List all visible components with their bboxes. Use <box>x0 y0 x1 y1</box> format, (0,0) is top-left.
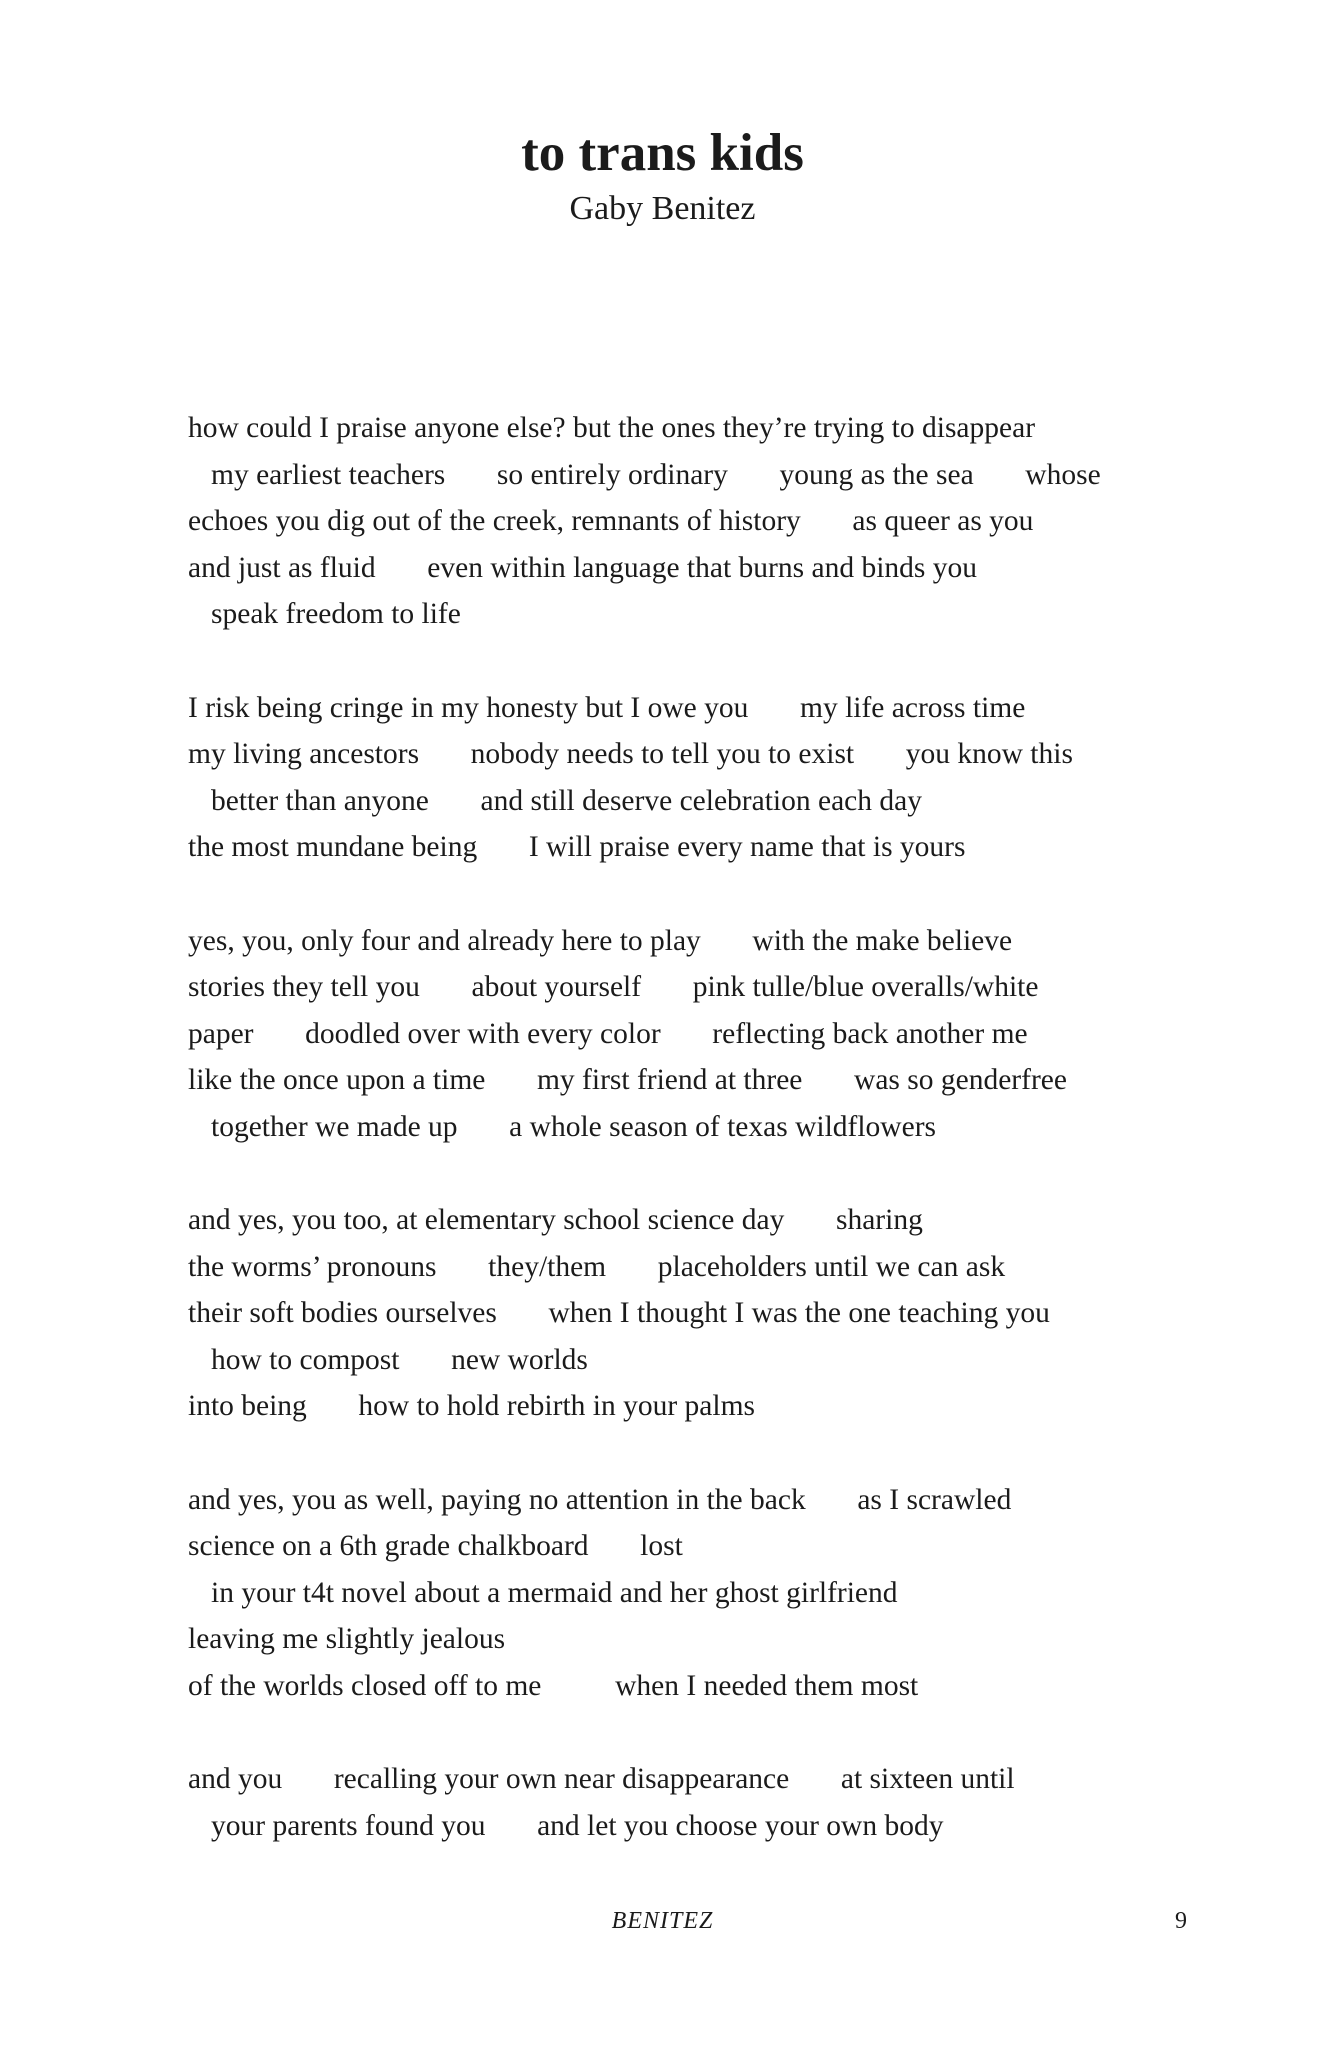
poem-body <box>188 405 1208 1896</box>
stanza-1 <box>188 405 1208 638</box>
page-number: 9 <box>1175 1908 1187 1934</box>
poem-line: your parents found you and let you choose your own body <box>211 1809 944 1842</box>
running-head: BENITEZ <box>611 1908 714 1934</box>
poem-line: stories they tell you about yourself pink tulle/blue overalls/white <box>188 971 1039 1003</box>
poem-line: paper doodled over with every color reflecting back another me <box>188 1017 1028 1050</box>
stanza-2 <box>188 685 1208 871</box>
poem-line: how to compost new worlds <box>211 1343 588 1376</box>
poem-line: in your t4t novel about a mermaid and her ghost girlfriend <box>211 1576 898 1609</box>
poem-line: I risk being cringe in my honesty but I owe you my life across time <box>188 691 1026 724</box>
poem-line: yes, you, only four and already here to play with the make believe <box>188 924 1013 957</box>
poem-line: of the worlds closed off to me when I needed them most <box>188 1669 919 1702</box>
poem-line: like the once upon a time my first friend at three was so genderfree <box>188 1064 1067 1096</box>
poem-line: science on a 6th grade chalkboard lost <box>188 1530 683 1562</box>
poem-line: my living ancestors nobody needs to tell you to exist you know this <box>188 738 1073 770</box>
poem-line: the most mundane being I will praise every name that is yours <box>188 831 966 863</box>
stanza-5 <box>188 1477 1208 1710</box>
poem-line: better than anyone and still deserve celebration each day <box>211 784 922 817</box>
poem-line: speak freedom to life <box>211 598 461 630</box>
poem-line: together we made up a whole season of texas wildflowers <box>211 1110 936 1143</box>
poem-title: to trans kids <box>521 124 804 182</box>
poem-line: and you recalling your own near disappearance at sixteen until <box>188 1763 1015 1795</box>
poem-line: their soft bodies ourselves when I thought I was the one teaching you <box>188 1297 1050 1329</box>
poem-line: my earliest teachers so entirely ordinary young as the sea whose <box>211 458 1101 491</box>
stanza-6 <box>188 1756 1208 1849</box>
poem-line: how could I praise anyone else? but the ones they’re trying to disappear <box>188 412 1036 444</box>
poem-line: and just as fluid even within language that burns and binds you <box>188 551 977 584</box>
poem-line: and yes, you as well, paying no attention in the back as I scrawled <box>188 1483 1012 1516</box>
poem-line: into being how to hold rebirth in your palms <box>188 1390 755 1422</box>
poem-author: Gaby Benitez <box>569 190 756 227</box>
poem-line: leaving me slightly jealous <box>188 1623 506 1655</box>
stanza-4 <box>188 1197 1208 1430</box>
poem-line: and yes, you too, at elementary school science day sharing <box>188 1204 923 1236</box>
stanza-3 <box>188 918 1208 1151</box>
poem-line: echoes you dig out of the creek, remnants of history as queer as you <box>188 505 1034 537</box>
poem-line: the worms’ pronouns they/them placeholders until we can ask <box>188 1250 1006 1283</box>
